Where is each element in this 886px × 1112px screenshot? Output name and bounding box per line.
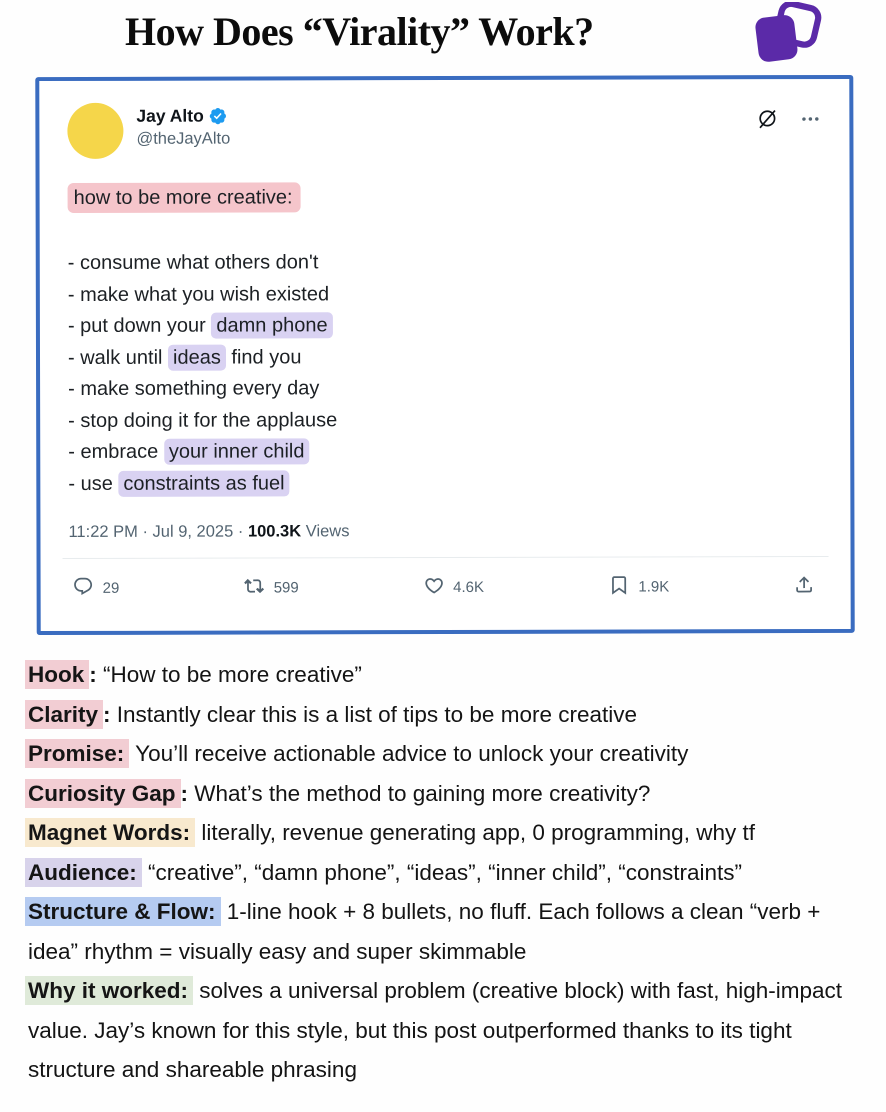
analysis-item-hook: Hook : “How to be more creative” bbox=[28, 655, 868, 695]
bookmark-count: 1.9K bbox=[638, 578, 670, 596]
repost-count: 599 bbox=[273, 579, 299, 597]
heart-icon bbox=[423, 575, 444, 600]
bookmark-icon bbox=[608, 575, 629, 600]
tweet-body bbox=[68, 181, 823, 500]
views-count: 100.3K bbox=[247, 522, 302, 541]
share-button[interactable] bbox=[794, 574, 815, 599]
bookmark-button[interactable] bbox=[608, 574, 669, 599]
tweet-header bbox=[67, 101, 821, 159]
repost-button[interactable] bbox=[244, 575, 299, 600]
display-name[interactable]: Jay Alto bbox=[136, 105, 204, 126]
analysis-item-structure-flow: Structure & Flow: 1-line hook + 8 bullets, no fluff. Each follows a clean “verb + idea” rhythm = visually easy and super skimmable bbox=[28, 892, 868, 971]
author-block bbox=[136, 103, 230, 149]
reply-icon bbox=[73, 576, 94, 601]
views-label: Views bbox=[301, 522, 350, 541]
analysis-item-curiosity-gap: Curiosity Gap : What’s the method to gaining more creativity? bbox=[28, 774, 868, 814]
avatar[interactable] bbox=[67, 103, 123, 159]
handle[interactable]: @theJayAlto bbox=[136, 129, 231, 148]
tweet-card bbox=[35, 75, 854, 635]
reply-button[interactable] bbox=[73, 576, 120, 601]
repost-icon bbox=[244, 575, 265, 600]
tweet-action-bar bbox=[69, 574, 823, 601]
page-title: How Does “Virality” Work? bbox=[125, 9, 594, 54]
analysis-item-promise: Promise: You’ll receive actionable advice to unlock your creativity bbox=[28, 734, 868, 774]
tweet-meta bbox=[68, 521, 822, 542]
analysis-item-audience: Audience: “creative”, “damn phone”, “ideas”, “inner child”, “constraints” bbox=[28, 853, 868, 893]
grok-icon[interactable] bbox=[755, 107, 779, 131]
analysis-item-why-it-worked: Why it worked: solves a universal problem (creative block) with fast, high-impact value. Jay’s known for this style, but this post outperformed thanks to its tight structure and shareable phrasing bbox=[28, 971, 868, 1090]
tweet-bullet: - walk until ideas find you bbox=[67, 345, 302, 369]
tweet-bullet: - put down your damn phone bbox=[68, 309, 822, 342]
analysis-item-clarity: Clarity : Instantly clear this is a list of tips to be more creative bbox=[28, 695, 868, 735]
page-header bbox=[0, 0, 886, 72]
tweet-bullet: - consume what others don't bbox=[67, 251, 319, 274]
analysis-section bbox=[28, 655, 868, 1090]
tweet-hook: how to be more creative: bbox=[68, 182, 301, 213]
like-count: 4.6K bbox=[453, 578, 484, 596]
analysis-item-magnet-words: Magnet Words: literally, revenue generating app, 0 programming, why tf bbox=[28, 813, 868, 853]
timestamp: 11:22 PM · Jul 9, 2025 · bbox=[68, 522, 248, 541]
more-icon[interactable] bbox=[799, 108, 821, 130]
like-button[interactable] bbox=[423, 575, 484, 600]
verified-badge-icon bbox=[209, 107, 228, 126]
tweet-bullet: - embrace your inner child bbox=[68, 435, 822, 468]
tweet-bullet: - make what you wish existed bbox=[67, 282, 330, 306]
share-icon bbox=[794, 574, 815, 599]
divider bbox=[63, 556, 829, 559]
tweet-bullet-list bbox=[68, 246, 823, 500]
reply-count: 29 bbox=[102, 579, 120, 597]
brand-logo-icon bbox=[742, 2, 834, 66]
tweet-bullet: - use constraints as fuel bbox=[68, 467, 822, 500]
tweet-bullet: - make something every day bbox=[68, 377, 320, 400]
tweet-bullet: - stop doing it for the applause bbox=[68, 408, 338, 432]
